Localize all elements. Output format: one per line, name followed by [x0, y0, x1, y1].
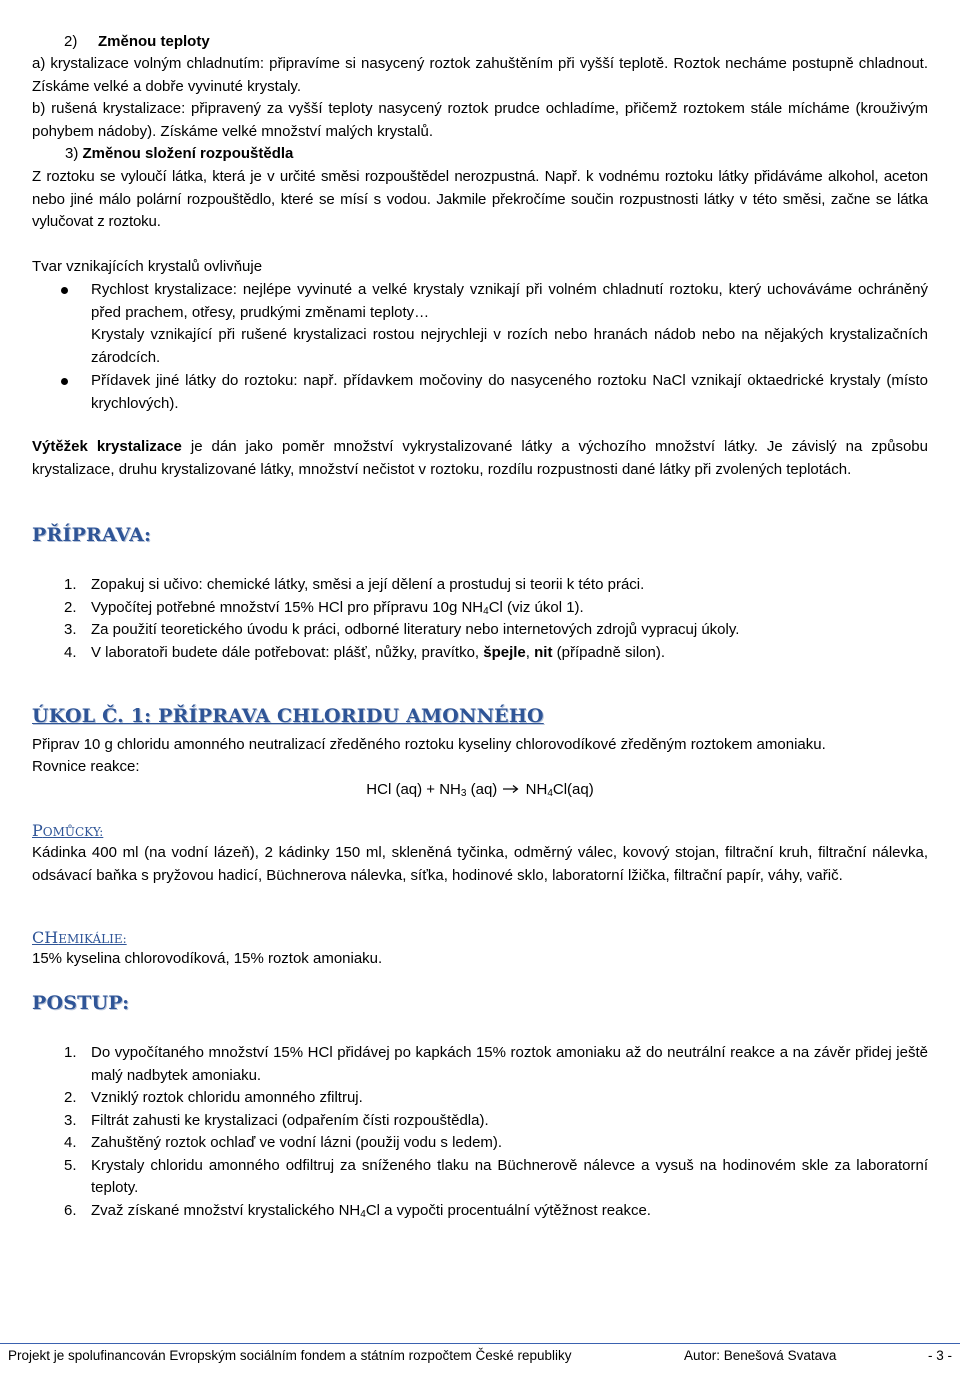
bullet-icon [61, 287, 68, 294]
ukol-1-text: Připrav 10 g chloridu amonného neutralizací zředěného roztoku kyseliny chlorovodíkové zředěným roztokem amoniaku. [32, 736, 826, 753]
footer-author: Autor: Benešová Svatava [684, 1348, 837, 1363]
section-3-heading: 3) Změnou složení rozpouštědla [65, 145, 294, 162]
list-item: 2. Vzniklý roztok chloridu amonného zfiltruj. [64, 1089, 363, 1106]
ukol-1-equation-label: Rovnice reakce: [32, 758, 140, 775]
list-item: 6. Zvaž získané množství krystalického $NH_4Cl$ a vypočti procentuální výtěžnost reakce. [64, 1201, 651, 1220]
bullet-icon [61, 378, 68, 385]
list-item: 3. Za použití teoretického úvodu k práci, odborné literatury nebo internetových zdrojů vypracuj úkoly. [64, 621, 740, 638]
list-item: 1. Zopakuj si učivo: chemické látky, směsi a její dělení a prostuduj si teorii k této práci. [64, 576, 645, 593]
shape-intro: Tvar vznikajících krystalů ovlivňuje [32, 258, 263, 275]
list-item: 4. Zahuštěný roztok ochlaď ve vodní lázni (použij vodu s ledem). [64, 1134, 503, 1151]
pomucky-text: Kádinka 400 ml (na vodní lázeň), 2 kádinky 150 ml, skleněná tyčinka, odměrný válec, kovový stojan, filtrační kruh, filtrační nálevka, odsávací baňka s pryžovou hadicí, Büchnerova nálevka, síťka, hodinové sklo, laboratorní lžička, filtrační papír, váhy, vařič. [32, 844, 928, 884]
list-item: 2. Vypočítej potřebné množství 15% HCl pro přípravu 10g $NH_4Cl$ (viz úkol 1). [64, 598, 584, 617]
postup-heading: POSTUP: [32, 992, 130, 1014]
shape-bullet-list [32, 279, 928, 415]
section-3-text: Z roztoku se vyloučí látka, která je v určité směsi rozpouštědel nerozpustná. Např. k vodnému roztoku látky přidáváme alkohol, aceton nebo jiné málo polární rozpouštědlo, které se mísí s vodou. Jakmile překročíme součin rozpustnosti látky v této směsi, začne se látka vylučovat z roztoku. [32, 168, 928, 230]
chemikalie-text: 15% kyselina chlorovodíková, 15% roztok amoniaku. [32, 950, 383, 967]
reaction-equation: HCl $(aq) + NH_3$ (aq) $NH_4Cl(aq)$ [0, 779, 960, 802]
reaction-arrow-icon [501, 779, 521, 802]
chemikalie-heading: CHEMIKÁLIE: [32, 928, 127, 947]
section-2b-text: b) rušená krystalizace: připravený za vyšší teploty nasycený roztok prudce ochladíme, přičemž roztokem stále mícháme (krouživým pohybem nádoby). Získáme velké množství malých krystalů. [32, 100, 928, 140]
section-2a-text: a) krystalizace volným chladnutím: připravíme si nasycený roztok zahuštěním při vyšší teplotě. Roztok necháme postupně chladnout. Získáme velké a dobře vyvinuté krystaly. [32, 55, 928, 95]
priprava-heading: PŘÍPRAVA: [32, 524, 152, 546]
list-item: 4. V laboratoři budete dále potřebovat: plášť, nůžky, pravítko, špejle, nit (případně silon). [64, 643, 666, 661]
list-item: 3. Filtrát zahusti ke krystalizaci (odpařením čísti rozpouštědla). [64, 1111, 489, 1129]
yield-paragraph: Výtěžek krystalizace je dán jako poměr množství vykrystalizované látky a výchozího množství látky. Je závislý na způsobu krystalizace, druhu krystalizované látky, množství nečistot v roztoku, rozdílu rozpustnosti dané látky při zvolených teplotách. [32, 438, 928, 478]
pomucky-heading: POMŮCKY: [32, 821, 104, 840]
list-item: 5. Krystaly chloridu amonného odfiltruj za sníženého tlaku na Büchnerově nálevce a vysuš na hodinovém skle za laboratorní teploty. [64, 1156, 928, 1196]
list-item: Rychlost krystalizace: nejlépe vyvinuté a velké krystaly vznikají při volném chladnutí roztoku, který uchováváme ochráněný před prachem, otřesy, prudkými změnami teploty… Krystaly vznikající při rušené krystalizaci rostou nejrychleji v rozích nebo hranách nádob nebo na nějakých krystalizačních zárodcích. [32, 279, 928, 369]
ukol-1-heading: ÚKOL Č. 1: PŘÍPRAVA CHLORIDU AMONNÉHO [32, 705, 544, 727]
footer-page-number: - 3 - [927, 1348, 952, 1363]
list-item: 1. Do vypočítaného množství 15% HCl přidávej po kapkách 15% roztok amoniaku až do neutrální reakce a na závěr přidej ještě malý nadbytek amoniaku. [64, 1044, 928, 1084]
priprava-list [32, 574, 928, 664]
page-footer [0, 1344, 960, 1370]
footer-project-text: Projekt je spolufinancován Evropským sociálním fondem a státním rozpočtem České republiky [8, 1348, 572, 1363]
postup-list [32, 1042, 928, 1222]
list-item: Přídavek jiné látky do roztoku: např. přídavkem močoviny do nasyceného roztoku NaCl vznikají oktaedrické krystaly (místo krychlových). [32, 370, 928, 415]
section-2-heading: 2) Změnou teploty [64, 33, 210, 50]
